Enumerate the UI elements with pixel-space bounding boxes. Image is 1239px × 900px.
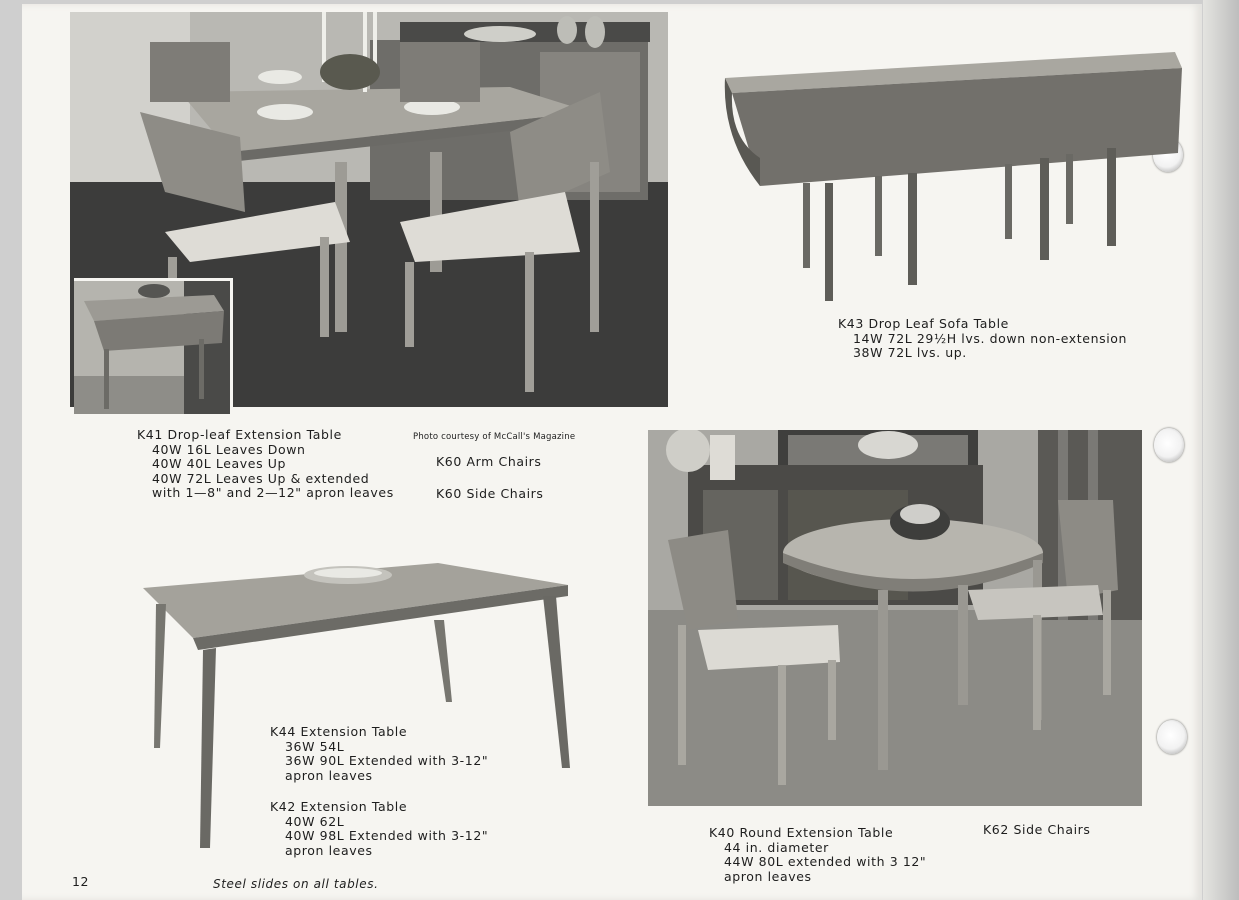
k43-line-1: 14W 72L 29½H lvs. down non-extension bbox=[853, 330, 1128, 346]
k42-line-3: apron leaves bbox=[285, 842, 373, 858]
k41-caption bbox=[137, 428, 394, 501]
sofa-table-photo bbox=[720, 48, 1185, 303]
k40-line-3: apron leaves bbox=[724, 868, 812, 884]
k41-line-3: 40W 72L Leaves Up & extended bbox=[152, 470, 370, 486]
k62-side-chairs-caption: K62 Side Chairs bbox=[983, 822, 1091, 837]
k44-title: K44 Extension Table bbox=[270, 724, 408, 739]
k41-line-2: 40W 40L Leaves Up bbox=[152, 456, 287, 471]
k42-line-2: 40W 98L Extended with 3-12" bbox=[285, 828, 489, 843]
k44-line-3: apron leaves bbox=[285, 767, 373, 783]
k43-caption bbox=[838, 317, 1127, 361]
k40-title: K40 Round Extension Table bbox=[709, 825, 894, 840]
k44-caption bbox=[270, 725, 488, 783]
photo-credit: Photo courtesy of McCall's Magazine bbox=[413, 432, 576, 442]
binder-hole-bottom bbox=[1157, 720, 1187, 754]
k42-caption bbox=[270, 800, 488, 858]
k40-line-1: 44 in. diameter bbox=[724, 839, 829, 855]
k44-line-2: 36W 90L Extended with 3-12" bbox=[285, 753, 489, 768]
k43-line-2: 38W 72L lvs. up. bbox=[853, 345, 967, 360]
k41-line-4: with 1—8" and 2—12" apron leaves bbox=[152, 485, 394, 500]
k60-side-chairs-caption: K60 Side Chairs bbox=[436, 486, 544, 501]
page-edge-shadow bbox=[1203, 0, 1239, 900]
page-number: 12 bbox=[72, 874, 90, 889]
round-table-photo bbox=[648, 430, 1142, 806]
k60-arm-chairs-caption: K60 Arm Chairs bbox=[436, 454, 542, 469]
k42-line-1: 40W 62L bbox=[285, 813, 345, 829]
k40-caption bbox=[709, 826, 926, 884]
k41-title: K41 Drop-leaf Extension Table bbox=[137, 427, 342, 442]
k43-title: K43 Drop Leaf Sofa Table bbox=[838, 316, 1009, 331]
k41-line-1: 40W 16L Leaves Down bbox=[152, 441, 306, 457]
k40-line-2: 44W 80L extended with 3 12" bbox=[724, 854, 927, 869]
k44-line-1: 36W 54L bbox=[285, 738, 345, 754]
drop-leaf-inset-photo bbox=[74, 278, 233, 414]
binder-hole-middle bbox=[1154, 428, 1184, 462]
footer-note: Steel slides on all tables. bbox=[213, 877, 379, 891]
k42-title: K42 Extension Table bbox=[270, 799, 408, 814]
